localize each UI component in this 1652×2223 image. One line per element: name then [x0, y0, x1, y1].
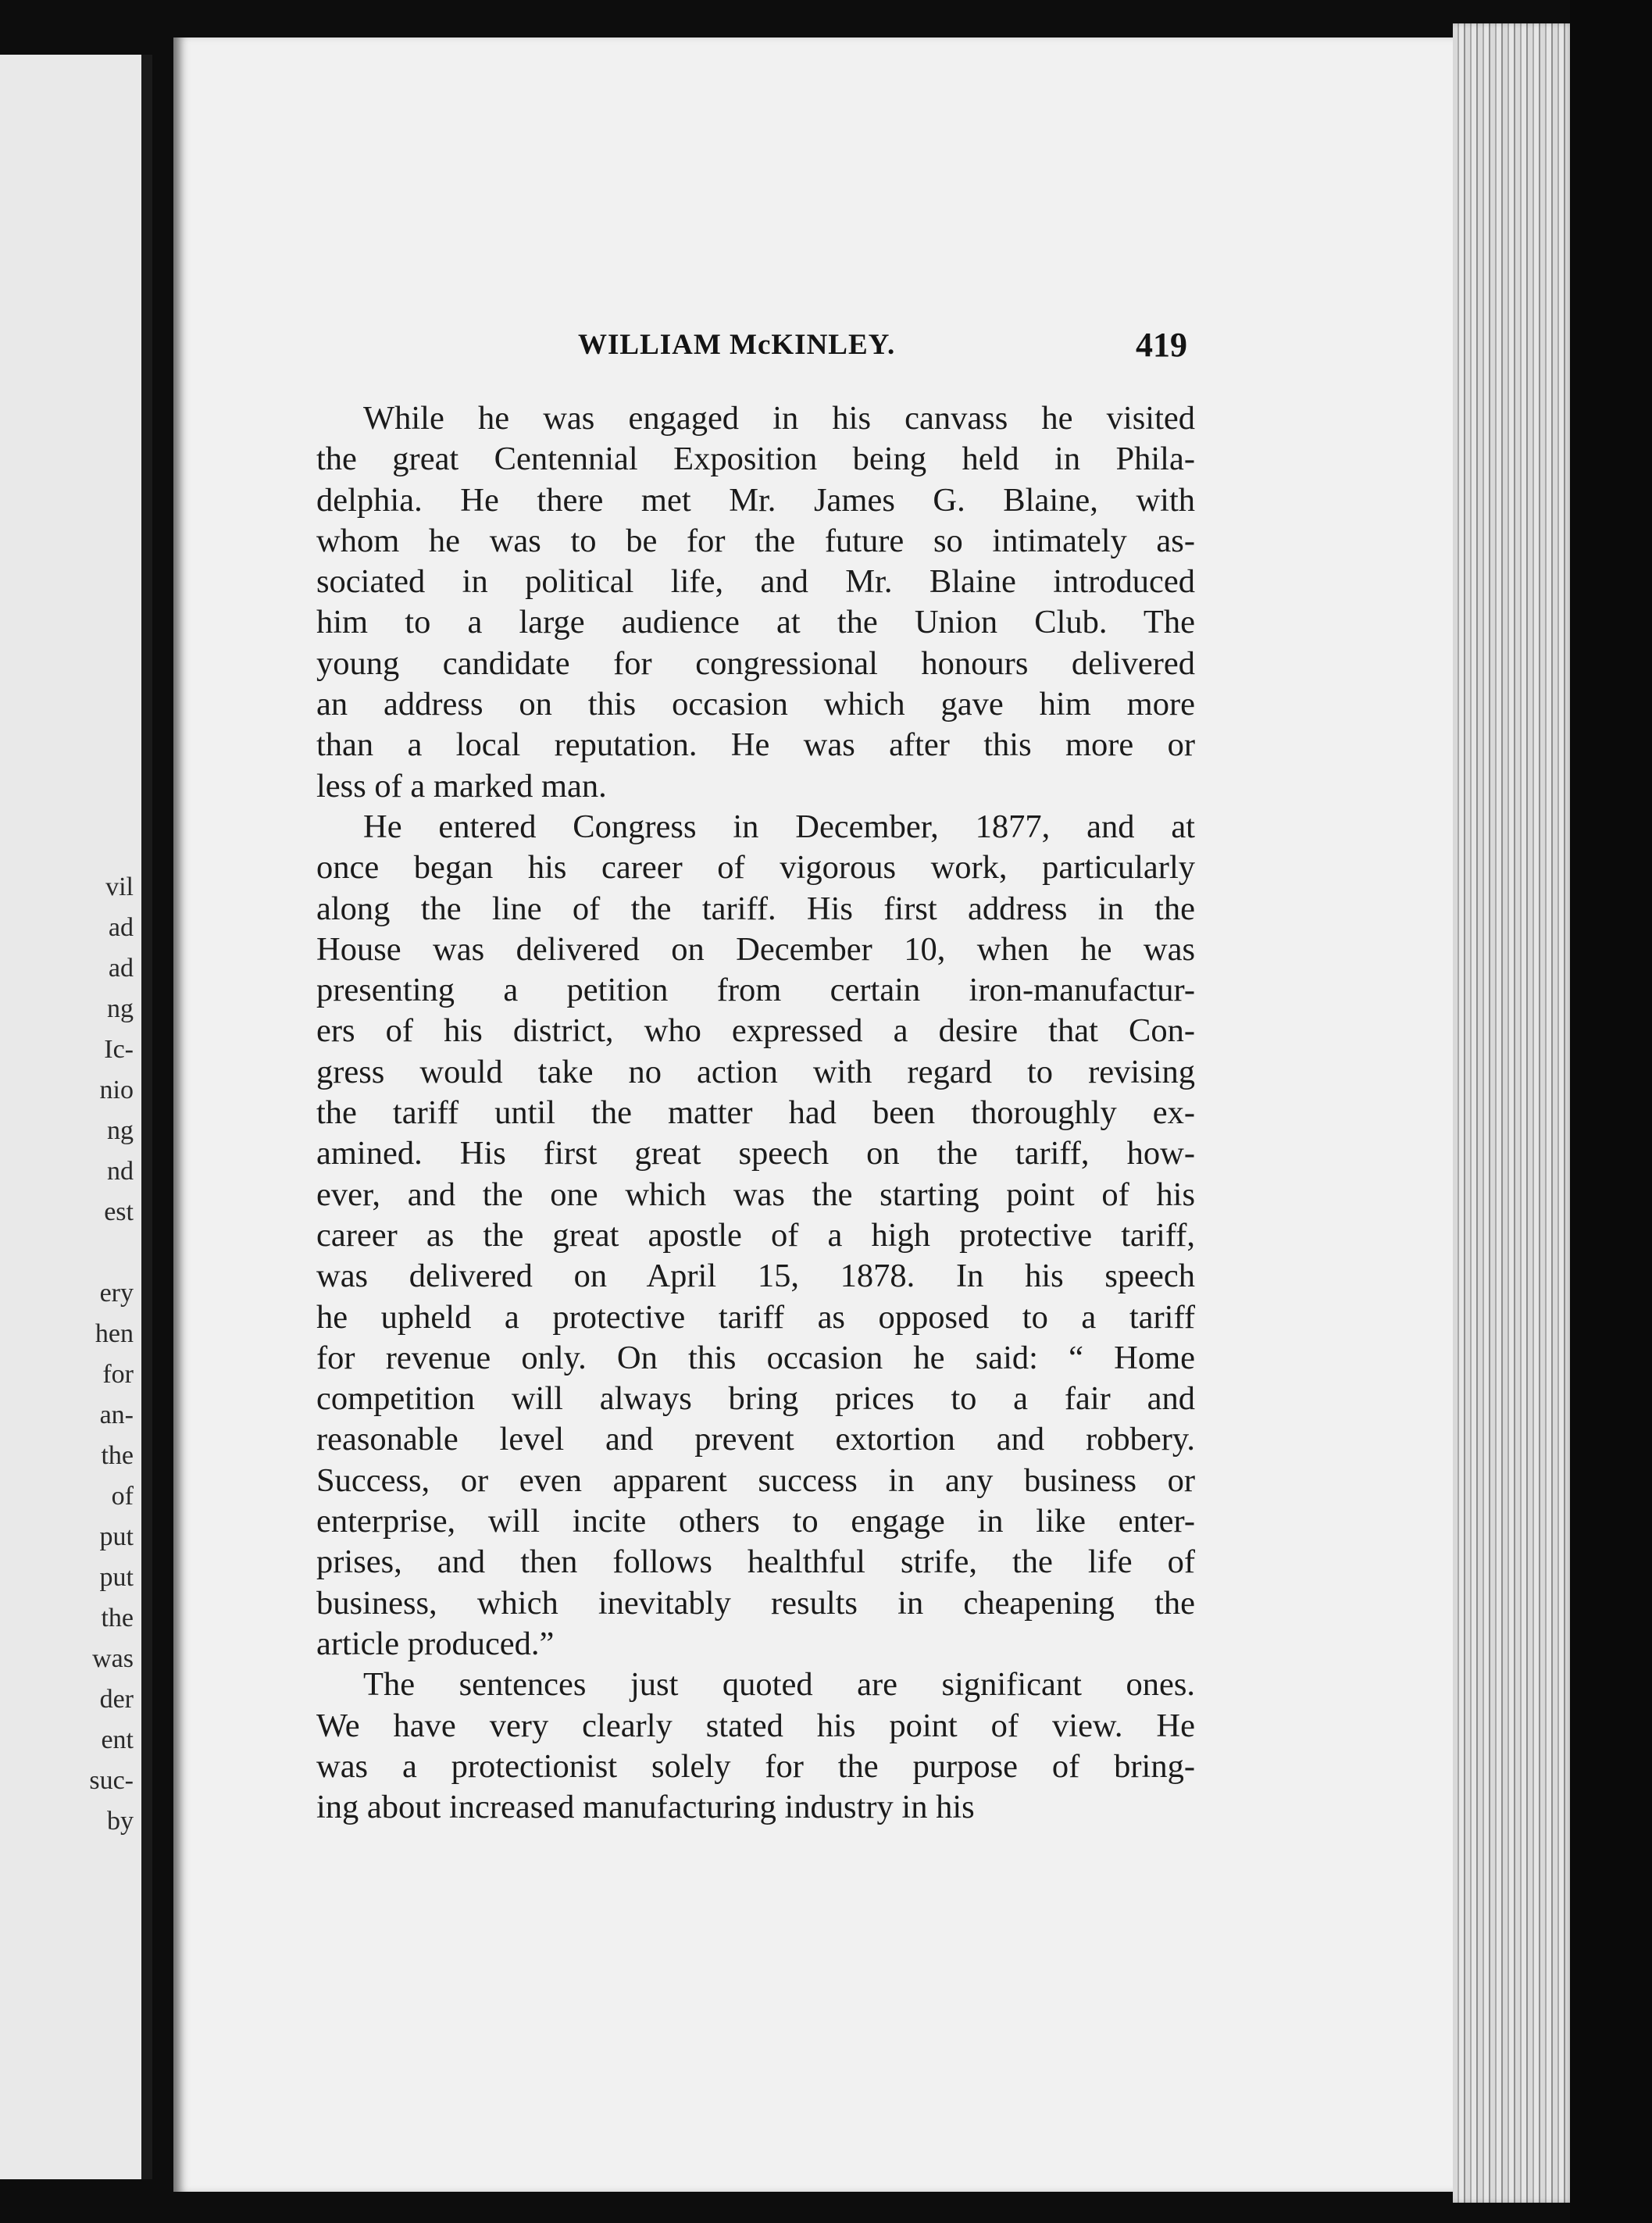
text-line: less of a marked man.: [316, 767, 607, 805]
left-fragment: est: [104, 1197, 134, 1226]
text-line: for revenue only. On this occasion he said: “ Home: [316, 1339, 1195, 1376]
text-line: While he was engaged in his canvass he visited: [363, 400, 1195, 437]
text-line: ever, and the one which was the starting point of his: [316, 1176, 1195, 1213]
text-line: career as the great apostle of a high protective tariff,: [316, 1216, 1195, 1254]
page-edges: [1453, 23, 1578, 2203]
left-fragment: for: [102, 1360, 134, 1389]
text-line: The sentences just quoted are significant ones.: [363, 1666, 1195, 1704]
left-page-fragments: [89, 867, 134, 1842]
text-line: young candidate for congressional honours delivered: [316, 644, 1195, 682]
left-fragment: put: [99, 1522, 134, 1551]
text-line: the great Centennial Exposition being held in Phila-: [316, 441, 1195, 478]
text-line: article produced.”: [316, 1625, 555, 1662]
text-line: amined. His first great speech on the tariff, how-: [316, 1135, 1195, 1172]
text-line: presenting a petition from certain iron-manufactur-: [316, 972, 1195, 1009]
text-line: ers of his district, who expressed a desire that Con-: [316, 1012, 1195, 1050]
left-fragment: ery: [99, 1279, 134, 1308]
text-line: was a protectionist solely for the purpose of bring-: [316, 1747, 1195, 1785]
left-fragment: an-: [99, 1401, 134, 1429]
left-fragment: nd: [107, 1157, 134, 1186]
text-line: We have very clearly stated his point of view. He: [316, 1707, 1195, 1744]
left-fragment: the: [101, 1441, 134, 1470]
left-fragment: ng: [107, 994, 134, 1023]
paragraph: [316, 1665, 1195, 1828]
text-line: an address on this occasion which gave him more: [316, 686, 1195, 723]
left-facing-page: [0, 55, 152, 2179]
text-line: He entered Congress in December, 1877, and at: [363, 808, 1195, 845]
text-line: delphia. He there met Mr. James G. Blaine, with: [316, 481, 1195, 519]
left-fragment: vil: [105, 872, 134, 901]
text-line: whom he was to be for the future so intimately as-: [316, 522, 1195, 559]
left-fragment: ent: [101, 1725, 134, 1754]
left-fragment: ad: [108, 954, 134, 983]
text-line: the tariff until the matter had been thoroughly ex-: [316, 1094, 1195, 1132]
left-fragment: ad: [108, 913, 134, 942]
text-line: prises, and then follows healthful strife, the life of: [316, 1543, 1195, 1581]
text-line: House was delivered on December 10, when he was: [316, 930, 1195, 968]
left-fragment: suc-: [89, 1766, 134, 1795]
left-fragment: the: [101, 1604, 134, 1632]
left-fragment: ng: [107, 1116, 134, 1145]
text-line: competition will always bring prices to a fair and: [316, 1380, 1195, 1418]
left-fragment: by: [107, 1807, 134, 1836]
left-fragment: Ic-: [104, 1035, 134, 1064]
running-head: WILLIAM McKINLEY.: [578, 329, 896, 361]
left-fragment: nio: [99, 1076, 134, 1104]
text-line: reasonable level and prevent extortion and robbery.: [316, 1421, 1195, 1458]
text-line: ing about increased manufacturing industry in his: [316, 1789, 975, 1826]
paragraph: [316, 398, 1195, 807]
page-header: [578, 328, 1187, 372]
paragraph: [316, 807, 1195, 1665]
left-fragment: put: [99, 1563, 134, 1592]
left-fragment: der: [99, 1685, 134, 1714]
text-line: sociated in political life, and Mr. Blaine introduced: [316, 563, 1195, 601]
left-fragment: hen: [95, 1319, 134, 1348]
left-fragment: was: [92, 1644, 134, 1673]
page-number: 419: [1136, 326, 1187, 364]
text-line: he upheld a protective tariff as opposed to a tariff: [316, 1298, 1195, 1336]
text-line: once began his career of vigorous work, particularly: [316, 849, 1195, 887]
left-fragment: of: [111, 1482, 134, 1511]
text-line: gress would take no action with regard to revising: [316, 1053, 1195, 1090]
text-line: than a local reputation. He was after this more or: [316, 726, 1195, 764]
body-text: [316, 398, 1195, 1828]
text-line: Success, or even apparent success in any business or: [316, 1461, 1195, 1499]
text-line: along the line of the tariff. His first address in the: [316, 890, 1195, 927]
text-line: enterprise, will incite others to engage in like enter-: [316, 1503, 1195, 1540]
right-border: [1570, 0, 1652, 2223]
text-line: business, which inevitably results in cheapening the: [316, 1584, 1195, 1622]
text-line: him to a large audience at the Union Club. The: [316, 604, 1195, 641]
text-line: was delivered on April 15, 1878. In his speech: [316, 1258, 1195, 1295]
